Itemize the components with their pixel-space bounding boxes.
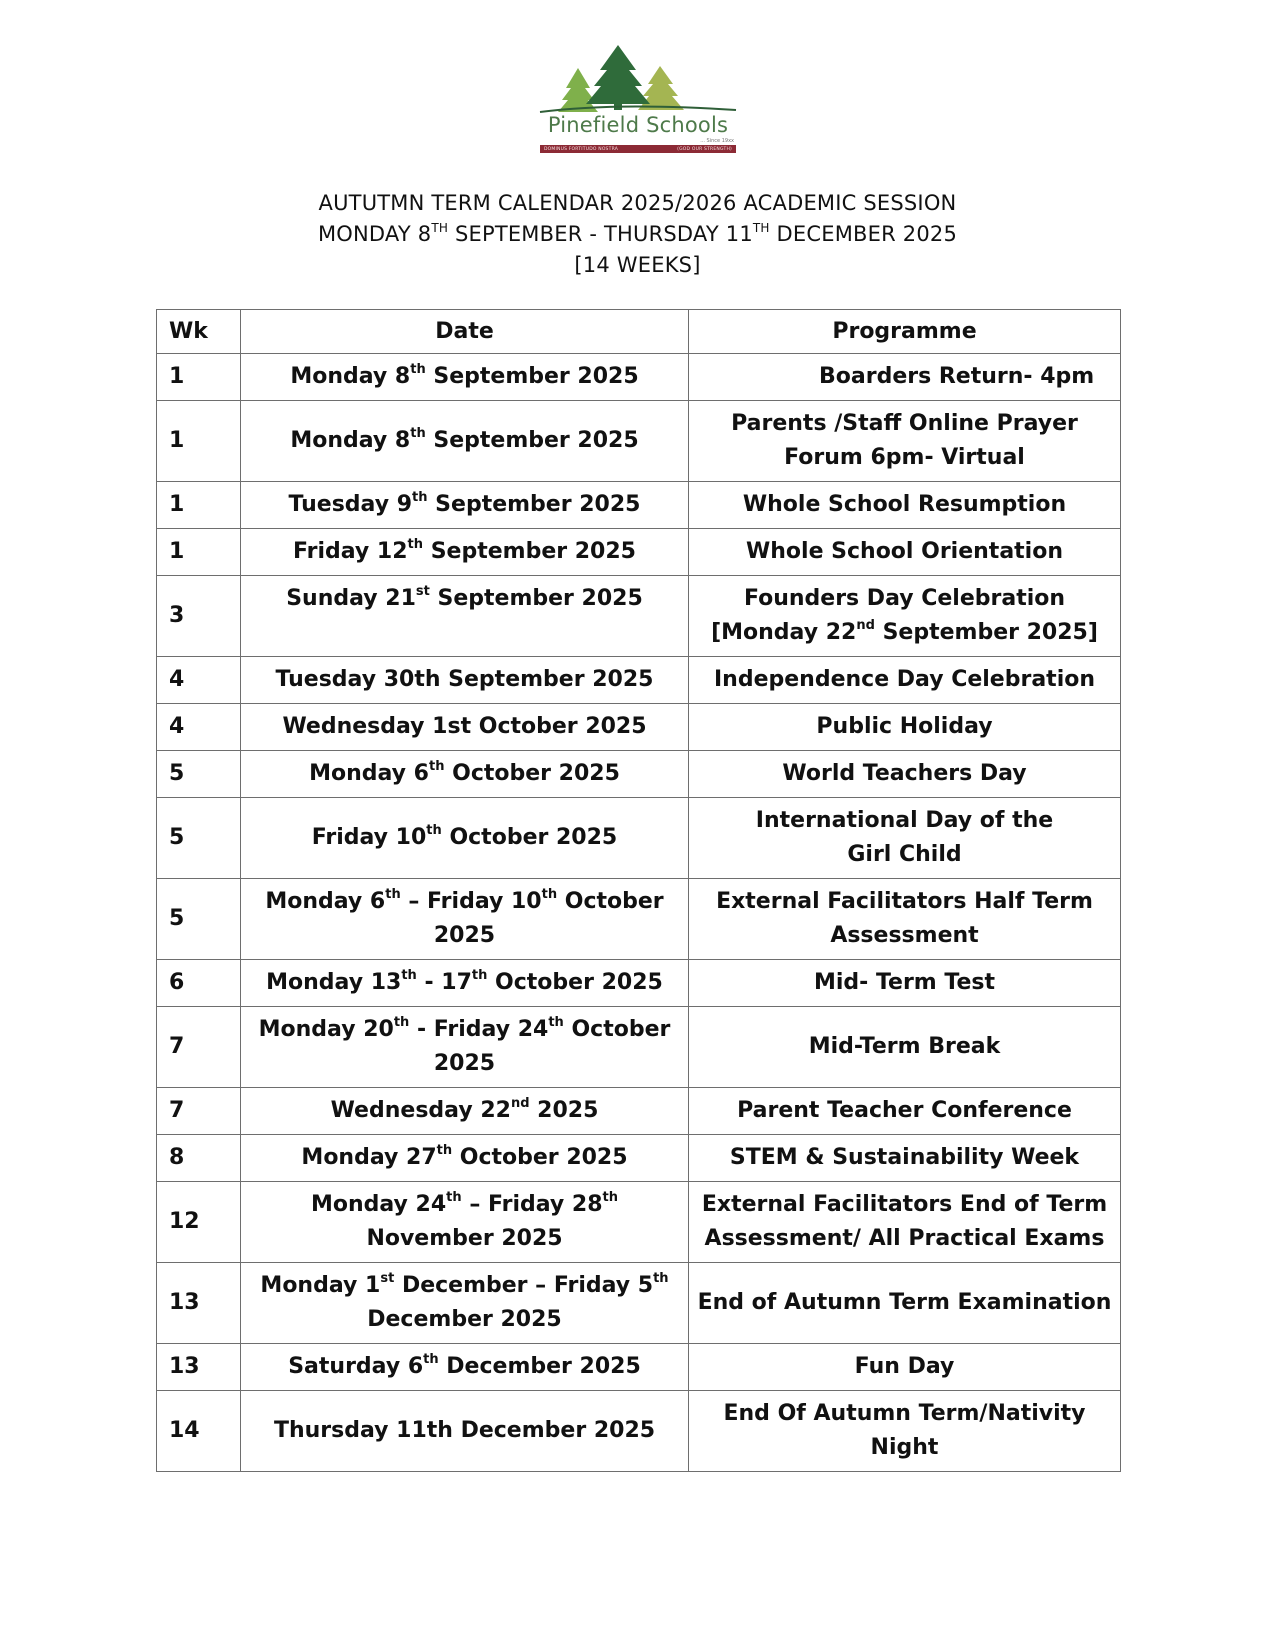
table-row	[157, 576, 1121, 657]
text-run: STEM & Sustainability Week	[729, 1145, 1080, 1170]
cell-date	[241, 879, 689, 960]
logo-motto-right: (GOD OUR STRENGTH)	[677, 146, 732, 152]
cell-week: 5	[157, 879, 241, 960]
cell-programme	[689, 354, 1121, 401]
text-run: Monday 1	[260, 1273, 381, 1298]
cell-week: 1	[157, 401, 241, 482]
table-row	[157, 1391, 1121, 1472]
cell-week: 4	[157, 704, 241, 751]
programme-line	[695, 488, 1114, 522]
header-date: Date	[241, 310, 689, 354]
cell-programme	[689, 529, 1121, 576]
cell-date	[241, 401, 689, 482]
table-row	[157, 657, 1121, 704]
cell-week: 1	[157, 529, 241, 576]
cell-programme	[689, 1088, 1121, 1135]
text-run: Public Holiday	[816, 714, 993, 739]
text-run: Sunday 21	[286, 586, 416, 611]
table-row	[157, 529, 1121, 576]
ordinal-suffix: th	[602, 1190, 619, 1205]
ordinal-suffix: st	[415, 584, 430, 599]
table-row	[157, 960, 1121, 1007]
programme-line	[695, 757, 1114, 791]
text-run: Monday 13	[266, 970, 402, 995]
text-run: Independence Day Celebration	[713, 667, 1096, 692]
heading-end: SEPTEMBER - THURSDAY 11	[448, 222, 753, 246]
ordinal-suffix: th	[401, 968, 417, 983]
text-run: Monday 27	[301, 1145, 437, 1170]
ordinal-suffix: th	[412, 490, 428, 505]
ordinal-suffix: th	[423, 1352, 439, 1367]
text-run: September 2025	[425, 428, 639, 453]
table-row	[157, 354, 1121, 401]
text-run: December – Friday 5	[394, 1273, 654, 1298]
cell-week: 6	[157, 960, 241, 1007]
text-run: Night	[870, 1435, 939, 1460]
text-run: October 2025	[487, 970, 663, 995]
programme-line	[695, 710, 1114, 744]
text-run: December 2025	[367, 1307, 562, 1332]
table-row	[157, 1182, 1121, 1263]
logo-since: ... Since 19xx	[700, 138, 734, 144]
text-run: External Facilitators Half Term	[716, 889, 1093, 914]
cell-week: 5	[157, 751, 241, 798]
text-run: October 2025	[444, 761, 620, 786]
table-body	[157, 354, 1121, 1472]
text-run: Mid-Term Break	[808, 1034, 1001, 1059]
programme-line	[695, 441, 1114, 475]
cell-date	[241, 529, 689, 576]
heading-start: MONDAY 8	[317, 222, 432, 246]
text-run: Forum 6pm- Virtual	[784, 445, 1025, 470]
text-run: September 2025	[423, 539, 636, 564]
ordinal-suffix: th	[548, 1015, 564, 1030]
tree-center	[586, 45, 650, 104]
programme-line	[695, 1030, 1114, 1064]
cell-date	[241, 1391, 689, 1472]
cell-programme	[689, 1135, 1121, 1182]
text-run: External Facilitators End of Term	[701, 1192, 1108, 1217]
programme-line	[695, 582, 1114, 616]
programme-line	[695, 663, 1114, 697]
cell-date	[241, 482, 689, 529]
cell-programme	[689, 879, 1121, 960]
heading-title: AUTUTMN TERM CALENDAR 2025/2026 ACADEMIC SESSION	[318, 191, 957, 215]
ordinal-suffix: th	[410, 426, 426, 441]
text-run: Thursday 11th December 2025	[273, 1418, 656, 1443]
ordinal-suffix: st	[380, 1271, 395, 1286]
cell-date	[241, 960, 689, 1007]
table-row	[157, 1088, 1121, 1135]
text-run: Wednesday 1st October 2025	[282, 714, 647, 739]
cell-week: 8	[157, 1135, 241, 1182]
table-row	[157, 1135, 1121, 1182]
text-run: End of Autumn Term Examination	[697, 1290, 1112, 1315]
cell-date	[241, 1007, 689, 1088]
cell-week: 7	[157, 1007, 241, 1088]
programme-line	[695, 1094, 1114, 1128]
table-row	[157, 482, 1121, 529]
text-run: Founders Day Celebration	[743, 586, 1066, 611]
text-run: Monday 20	[258, 1017, 394, 1042]
ordinal-suffix: th	[426, 823, 442, 838]
programme-line	[695, 804, 1114, 838]
cell-programme	[689, 1391, 1121, 1472]
cell-programme	[689, 576, 1121, 657]
programme-line	[695, 966, 1114, 1000]
programme-line	[695, 919, 1114, 953]
table-row	[157, 751, 1121, 798]
term-calendar-table	[156, 309, 1121, 1472]
ordinal-suffix: th	[436, 1143, 453, 1158]
cell-programme	[689, 1007, 1121, 1088]
text-run: International Day of the	[755, 808, 1054, 833]
programme-line	[695, 1286, 1114, 1320]
text-run: Friday 10	[311, 825, 427, 850]
logo-motto-band	[540, 145, 736, 153]
programme-line	[695, 1431, 1114, 1465]
header-programme: Programme	[689, 310, 1121, 354]
text-run: - 17	[416, 970, 472, 995]
programme-line	[695, 885, 1114, 919]
cell-date	[241, 354, 689, 401]
heading-end-month: DECEMBER 2025	[769, 222, 958, 246]
table-row	[157, 401, 1121, 482]
programme-line	[695, 1397, 1114, 1431]
cell-date	[241, 704, 689, 751]
text-run: Tuesday 30th September 2025	[275, 667, 654, 692]
text-run: Monday 8	[290, 428, 411, 453]
table-row	[157, 1263, 1121, 1344]
programme-line	[695, 535, 1114, 569]
ordinal-suffix: th	[541, 887, 558, 902]
table-row	[157, 798, 1121, 879]
cell-week: 3	[157, 576, 241, 657]
text-run: Assessment	[830, 923, 979, 948]
cell-programme	[689, 657, 1121, 704]
cell-date	[241, 798, 689, 879]
heading-duration: [14 WEEKS]	[574, 253, 701, 277]
text-run: – Friday 28	[461, 1192, 603, 1217]
text-run: End Of Autumn Term/Nativity	[723, 1401, 1086, 1426]
text-run: September 2025	[427, 492, 641, 517]
text-run: Parents /Staff Online Prayer	[731, 411, 1078, 436]
text-run: Monday 6	[309, 761, 429, 786]
programme-line	[695, 616, 1114, 650]
programme-line	[695, 1141, 1114, 1175]
text-run: 2025	[529, 1098, 599, 1123]
text-run: October 2025	[433, 889, 664, 948]
cell-programme	[689, 704, 1121, 751]
text-run: Whole School Orientation	[745, 539, 1063, 564]
ordinal-suffix: th	[653, 1271, 669, 1286]
cell-programme	[689, 751, 1121, 798]
text-run: Monday 8	[290, 364, 411, 389]
ordinal-suffix: th	[393, 1015, 410, 1030]
text-run: Mid- Term Test	[813, 970, 996, 995]
cell-week: 1	[157, 354, 241, 401]
text-run: World Teachers Day	[782, 761, 1027, 786]
table-header-row	[157, 310, 1121, 354]
text-run: Saturday 6	[288, 1354, 424, 1379]
cell-week: 13	[157, 1344, 241, 1391]
text-run: Whole School Resumption	[742, 492, 1067, 517]
programme-line	[819, 360, 1114, 394]
ordinal-suffix: nd	[856, 618, 875, 633]
document-heading	[0, 188, 1275, 281]
cell-date	[241, 1182, 689, 1263]
heading-start-suffix: TH	[431, 221, 449, 235]
ordinal-suffix: th	[407, 537, 424, 552]
cell-week: 14	[157, 1391, 241, 1472]
cell-week: 13	[157, 1263, 241, 1344]
cell-date	[241, 1088, 689, 1135]
ordinal-suffix: th	[410, 362, 426, 377]
ordinal-suffix: nd	[510, 1096, 530, 1111]
text-run: December 2025	[438, 1354, 641, 1379]
programme-line	[695, 838, 1114, 872]
text-run: Girl Child	[847, 842, 962, 867]
text-run: Wednesday 22	[330, 1098, 511, 1123]
table-row	[157, 704, 1121, 751]
cell-date	[241, 1263, 689, 1344]
table-row	[157, 1007, 1121, 1088]
cell-date	[241, 657, 689, 704]
table-row	[157, 1344, 1121, 1391]
text-run: October 2025	[452, 1145, 628, 1170]
text-run: Boarders Return- 4pm	[819, 364, 1095, 389]
text-run: October 2025	[433, 1017, 671, 1076]
programme-line	[695, 407, 1114, 441]
programme-line	[695, 1350, 1114, 1384]
cell-programme	[689, 798, 1121, 879]
heading-end-suffix: TH	[752, 221, 770, 235]
pine-trees-icon	[538, 40, 738, 115]
tree-left	[558, 68, 598, 112]
cell-programme	[689, 482, 1121, 529]
cell-date	[241, 576, 689, 657]
cell-week: 4	[157, 657, 241, 704]
text-run: - Friday 24	[409, 1017, 549, 1042]
programme-line	[695, 1222, 1114, 1256]
text-run: September 2025	[429, 586, 643, 611]
header-week: Wk	[157, 310, 241, 354]
cell-date	[241, 1135, 689, 1182]
cell-programme	[689, 1263, 1121, 1344]
text-run: November 2025	[366, 1226, 563, 1251]
cell-date	[241, 1344, 689, 1391]
text-run: Parent Teacher Conference	[737, 1098, 1072, 1123]
ordinal-suffix: th	[428, 759, 445, 774]
cell-week: 12	[157, 1182, 241, 1263]
ordinal-suffix: th	[446, 1190, 462, 1205]
text-run: Assessment/ All Practical Exams	[704, 1226, 1105, 1251]
text-run: – Friday 10	[400, 889, 542, 914]
cell-programme	[689, 960, 1121, 1007]
text-run: Fun Day	[854, 1354, 955, 1379]
cell-week: 5	[157, 798, 241, 879]
table-row	[157, 879, 1121, 960]
text-run: September 2025	[425, 364, 639, 389]
programme-line	[695, 1188, 1114, 1222]
ordinal-suffix: th	[471, 968, 488, 983]
school-logo	[538, 40, 738, 158]
text-run: October 2025	[441, 825, 618, 850]
text-run: Friday 12	[293, 539, 408, 564]
text-run: Tuesday 9	[288, 492, 413, 517]
cell-programme	[689, 1344, 1121, 1391]
cell-week: 7	[157, 1088, 241, 1135]
heading-date-range	[0, 219, 1275, 250]
logo-motto-left: DOMINUS FORTITUDO NOSTRA	[544, 146, 618, 152]
cell-programme	[689, 401, 1121, 482]
logo-name: Pinefield Schools	[547, 113, 729, 137]
cell-week: 1	[157, 482, 241, 529]
ordinal-suffix: th	[385, 887, 401, 902]
text-run: September 2025]	[874, 620, 1098, 645]
text-run: Monday 6	[265, 889, 386, 914]
cell-date	[241, 751, 689, 798]
cell-programme	[689, 1182, 1121, 1263]
text-run: [Monday 22	[711, 620, 857, 645]
text-run: Monday 24	[310, 1192, 447, 1217]
